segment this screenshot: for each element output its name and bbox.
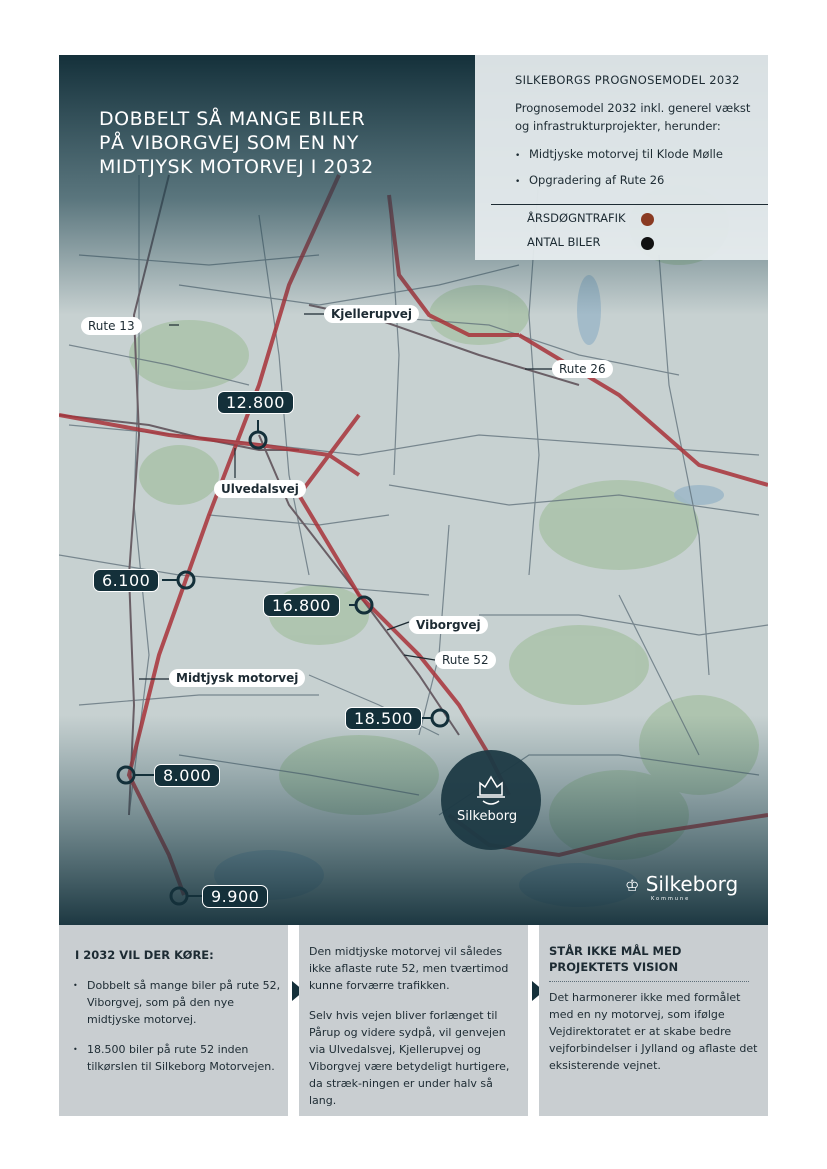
legend-cars-label: ANTAL BILER [527,235,601,249]
legend-cars-dot [641,237,654,250]
bullet-icon: • [515,151,521,161]
poster-title [99,107,419,179]
logo-name: Silkeborg [645,872,739,896]
panel-3-heading: STÅR IKKE MÅL MED PROJEKTETS VISION [549,944,682,974]
infobox-item: • Opgradering af Rute 26 [515,173,665,187]
map-poster [59,55,768,925]
road-label-ulvedalsvej: Ulvedalsvej [214,480,306,498]
infobox-item: • Midtjyske motorvej til Klode Mølle [515,147,723,161]
count-16800: 16.800 [263,594,340,617]
infobox-title: SILKEBORGS PROGNOSEMODEL 2032 [515,73,740,87]
panel-3 [539,925,768,1116]
title-line-2: PÅ VIBORGVEJ SOM EN NY [99,132,359,154]
panel-1-bullet: • Dobbelt så mange biler på rute 52, Viborgvej, som på den nye midtjyske motorvej. [73,979,281,1026]
road-label-rute26: Rute 26 [552,360,613,378]
infobox-list [515,147,755,199]
panel-1 [59,925,288,1116]
city-circle [441,750,541,850]
count-6100: 6.100 [93,569,159,592]
road-label-rute13: Rute 13 [81,317,142,335]
panel-2-para-1: Den midtjyske motorvej vil således ikke aflaste rute 52, men tværtimod kunne forværre trafikken. [309,945,509,992]
infobox-text: Prognosemodel 2032 inkl. generel vækst og infrastrukturprojekter, herunder: [515,101,751,133]
city-label: Silkeborg [457,809,518,824]
panel-2-para-2: Selv hvis vejen bliver forlænget til Pårup og videre sydpå, vil genvejen via Ulvedalsvej, Kjellerupvej og Viborgvej være betydeligt hurtigere, da stræk-ningen er under halv så lang. [309,1009,510,1107]
road-label-kjellerupvej: Kjellerupvej [324,305,419,323]
bullet-icon: • [515,177,521,187]
forecast-infobox [475,55,768,260]
title-line-1: DOBBELT SÅ MANGE BILER [99,108,366,130]
bullet-icon: • [73,981,78,990]
road-label-viborgvej: Viborgvej [409,616,488,634]
count-9900: 9.900 [202,885,268,908]
kommune-logo [625,872,739,902]
count-18500: 18.500 [345,707,422,730]
bullet-icon: • [73,1045,78,1054]
road-label-rute52: Rute 52 [435,651,496,669]
bottom-panels [59,925,768,1116]
panel-3-divider [549,981,749,982]
legend-aadt-dot [641,213,654,226]
panel-1-bullet: • 18.500 biler på rute 52 inden tilkørslen til Silkeborg Motorvejen. [73,1043,275,1073]
legend-aadt-label: ÅRSDØGNTRAFIK [527,211,626,225]
panel-2 [299,925,528,1116]
crown-icon: ♔ [625,876,640,895]
panel-1-heading: I 2032 VIL DER KØRE: [75,948,214,962]
count-8000: 8.000 [154,764,220,787]
count-12800: 12.800 [217,391,294,414]
infobox-divider [491,204,768,205]
road-label-midtjysk: Midtjysk motorvej [169,669,305,687]
panel-3-text: Det harmonerer ikke med formålet med en ny motorvej, som ifølge Vejdirektoratet er at skabe bedre vejforbindelser i Jylland og aflaste det eksisterende vejnet. [549,991,758,1072]
title-line-3: MIDTJYSK MOTORVEJ I 2032 [99,156,374,178]
logo-sub: Kommune [651,896,691,902]
